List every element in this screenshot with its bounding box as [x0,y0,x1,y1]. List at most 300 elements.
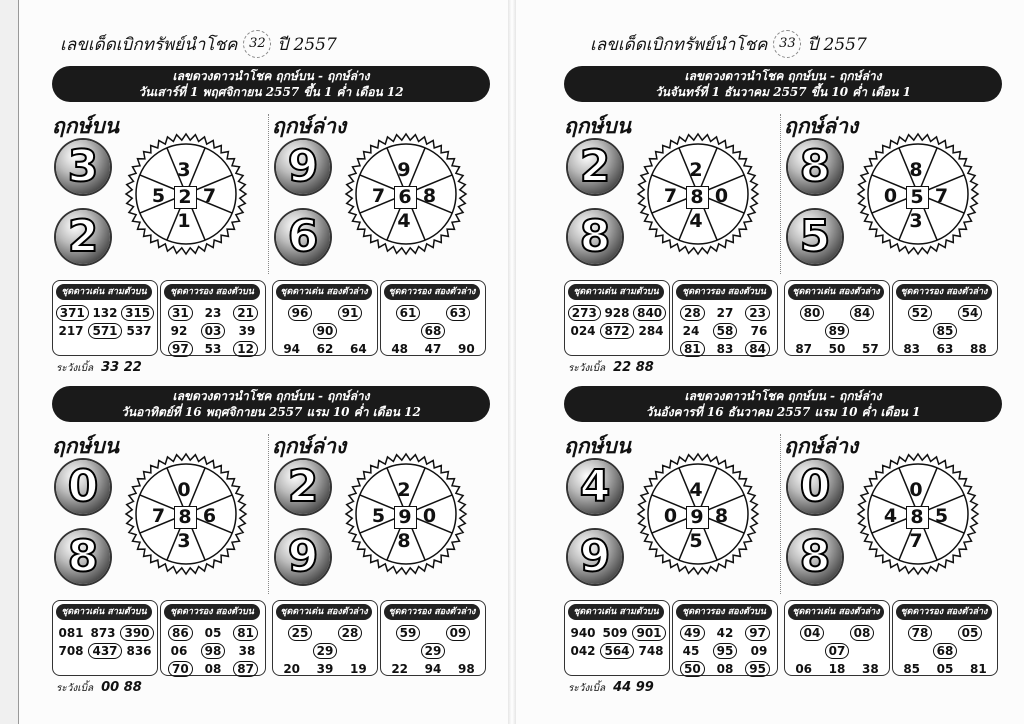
set-caption: ชุดดาวรอง สองตัวล่าง [896,284,992,300]
set-number: 45 [682,644,700,658]
year-label: ปี 2557 [807,34,867,55]
banner-title: เลขดวงดาวนำโชค ฤกษ์บน - ฤกษ์ล่าง [172,389,370,403]
lower-label: ฤกษ์ล่าง [272,113,347,138]
set-rows [383,625,483,679]
grid-cell-l: 7 [151,504,166,527]
set-row [675,305,775,321]
set-number: 50 [828,342,846,356]
lower-label: ฤกษ์ล่าง [784,433,859,458]
grid-cell-r: 7 [202,184,217,207]
set-number: 80 [800,305,825,321]
set-number: 284 [638,324,664,338]
grid-cell-c: 6 [394,186,417,209]
grid-cell-t: 9 [397,159,411,181]
grid-cell-l: 0 [883,184,898,207]
set-number: 571 [88,323,121,339]
warning-label: ระวังเบิ้ล [56,363,94,374]
set-number: 52 [908,305,933,321]
grid-cell-b: 4 [397,210,411,232]
number-ball: 2 [276,460,330,514]
number-set-box [52,280,158,356]
set-number: 081 [58,626,84,640]
set-row [163,661,263,677]
warning-label: ระวังเบิ้ล [568,683,606,694]
set-number: 872 [600,323,633,339]
section-banner [52,386,490,422]
page-number: 33 [773,30,801,58]
set-number: 564 [600,643,633,659]
grid-cell-t: 4 [689,479,703,501]
grid-cell-c: 9 [686,506,709,529]
set-number: 06 [170,644,188,658]
double-warning [56,680,142,696]
set-caption: ชุดดาวรอง สองตัวบน [676,604,772,620]
set-row [895,625,995,641]
set-number: 94 [424,662,442,676]
set-number: 20 [283,662,301,676]
upper-label: ฤกษ์บน [564,113,631,138]
set-row [895,305,995,321]
set-row [55,625,155,641]
set-row [55,643,155,659]
number-ball: 9 [276,140,330,194]
number-set-box [272,600,378,676]
number-ball: 2 [568,140,622,194]
warning-label: ระวังเบิ้ล [56,683,94,694]
set-caption: ชุดดาวเด่น สามตัวบน [56,604,152,620]
set-number: 836 [126,644,152,658]
center-divider [780,114,781,274]
set-number: 81 [969,662,987,676]
set-row [383,323,483,339]
set-number: 81 [233,625,258,641]
number-grid [660,160,732,232]
set-row [55,323,155,339]
set-number: 390 [120,625,153,641]
lower-group [784,110,999,276]
grid-cell-b: 3 [909,210,923,232]
page-edge [0,0,19,724]
grid-cell-r: 8 [714,504,729,527]
set-row [675,643,775,659]
warning-numbers: 33 22 [101,360,142,375]
number-grid [368,480,440,552]
set-row [787,341,887,357]
set-rows [55,305,155,341]
set-caption: ชุดดาวรอง สองตัวล่าง [384,604,480,620]
set-caption: ชุดดาวรอง สองตัวบน [676,284,772,300]
set-number: 25 [288,625,313,641]
set-number: 928 [604,306,630,320]
set-number: 92 [170,324,188,338]
set-row [163,305,263,321]
grid-cell-c: 5 [906,186,929,209]
set-rows [895,305,995,359]
number-grid [148,160,220,232]
set-number: 90 [313,323,338,339]
set-number: 96 [288,305,313,321]
set-number: 22 [391,662,409,676]
set-rows [675,625,775,679]
grid-cell-t: 0 [909,479,923,501]
grid-cell-l: 5 [371,504,386,527]
set-number: 840 [633,305,666,321]
lottery-section [0,386,512,708]
set-number: 85 [933,323,958,339]
set-number: 132 [92,306,118,320]
set-rows [567,625,667,661]
right-page [512,0,1024,724]
set-caption: ชุดดาวรอง สองตัวล่าง [384,284,480,300]
set-number: 62 [316,342,334,356]
set-number: 87 [795,342,813,356]
set-number: 28 [338,625,363,641]
set-number: 39 [238,324,256,338]
set-number: 81 [680,341,705,357]
set-number: 371 [56,305,89,321]
set-caption: ชุดดาวเด่น สองตัวล่าง [276,604,372,620]
set-number: 94 [283,342,301,356]
set-rows [675,305,775,359]
section-banner [564,66,1002,102]
lottery-section [0,66,512,388]
set-row [787,625,887,641]
banner-date: วันอังคารที่ 16 ธันวาคม 2557 แรม 10 ค่ำ เดือน 1 [645,405,921,419]
set-number: 09 [750,644,768,658]
banner-date: วันเสาร์ที่ 1 พฤศจิกายน 2557 ขึ้น 1 ค่ำ เดือน 12 [138,85,404,99]
set-caption: ชุดดาวเด่น สองตัวล่าง [788,284,884,300]
number-set-box [564,600,670,676]
set-row [275,625,375,641]
set-number: 42 [716,626,734,640]
lower-label: ฤกษ์ล่าง [784,113,859,138]
section-banner [564,386,1002,422]
number-ball: 8 [788,530,842,584]
lower-group [784,430,999,596]
grid-cell-r: 0 [422,504,437,527]
set-number: 47 [424,342,442,356]
upper-group [52,430,267,596]
number-set-box [892,600,998,676]
set-number: 509 [602,626,628,640]
set-caption: ชุดดาวรอง สองตัวบน [164,284,260,300]
set-number: 21 [233,305,258,321]
grid-cell-l: 7 [371,184,386,207]
set-number: 23 [745,305,770,321]
banner-date: วันอาทิตย์ที่ 16 พฤศจิกายน 2557 แรม 10 ค่ำ เดือน 12 [121,405,421,419]
set-number: 315 [121,305,154,321]
set-caption: ชุดดาวรอง สองตัวบน [164,604,260,620]
banner-title: เลขดวงดาวนำโชค ฤกษ์บน - ฤกษ์ล่าง [172,69,370,83]
lower-group [272,430,487,596]
grid-cell-c: 8 [174,506,197,529]
set-row [787,643,887,659]
set-row [675,341,775,357]
set-number: 38 [238,644,256,658]
set-number: 76 [750,324,768,338]
page-header [60,30,337,58]
set-row [895,341,995,357]
set-row [567,625,667,641]
set-number: 748 [638,644,664,658]
set-row [275,341,375,357]
set-number: 29 [313,643,338,659]
number-set-box [672,280,778,356]
set-row [567,323,667,339]
grid-cell-b: 5 [689,530,703,552]
set-row [163,625,263,641]
set-row [675,323,775,339]
set-number: 19 [349,662,367,676]
page-header [590,30,867,58]
section-banner [52,66,490,102]
set-number: 03 [201,323,226,339]
set-number: 09 [446,625,471,641]
number-ball: 9 [276,530,330,584]
number-ball: 3 [56,140,110,194]
set-rows [787,305,887,359]
set-number: 83 [903,342,921,356]
set-number: 89 [825,323,850,339]
set-number: 12 [233,341,258,357]
double-warning [568,680,654,696]
set-number: 23 [204,306,222,320]
set-caption: ชุดดาวรอง สองตัวล่าง [896,604,992,620]
set-number: 57 [861,342,879,356]
set-number: 95 [713,643,738,659]
set-number: 86 [168,625,193,641]
upper-label: ฤกษ์บน [52,433,119,458]
grid-cell-b: 1 [177,210,191,232]
set-number: 708 [58,644,84,658]
set-number: 64 [349,342,367,356]
double-warning [568,360,654,376]
set-number: 07 [825,643,850,659]
set-rows [163,625,263,679]
lower-group [272,110,487,276]
set-number: 08 [850,625,875,641]
set-number: 901 [632,625,665,641]
number-ball: 8 [56,530,110,584]
set-rows [275,305,375,359]
grid-cell-r: 6 [202,504,217,527]
set-rows [383,305,483,359]
number-ball: 8 [788,140,842,194]
number-grid [880,480,952,552]
set-row [383,661,483,677]
set-row [275,643,375,659]
number-ball: 4 [568,460,622,514]
number-grid [660,480,732,552]
set-number: 273 [568,305,601,321]
set-number: 49 [680,625,705,641]
set-number: 042 [570,644,596,658]
set-number: 29 [421,643,446,659]
upper-group [564,430,779,596]
grid-cell-l: 5 [151,184,166,207]
grid-cell-t: 8 [909,159,923,181]
set-row [163,341,263,357]
number-set-box [892,280,998,356]
set-row [275,305,375,321]
number-ball: 0 [788,460,842,514]
set-number: 98 [457,662,475,676]
number-set-box [380,600,486,676]
number-set-box [564,280,670,356]
number-set-box [672,600,778,676]
set-number: 24 [682,324,700,338]
grid-cell-b: 4 [689,210,703,232]
set-number: 98 [201,643,226,659]
set-number: 05 [958,625,983,641]
center-divider [780,434,781,594]
grid-cell-c: 2 [174,186,197,209]
grid-cell-b: 7 [909,530,923,552]
set-number: 024 [570,324,596,338]
lottery-section [512,386,1024,708]
grid-cell-r: 7 [934,184,949,207]
grid-cell-t: 2 [397,479,411,501]
set-row [675,661,775,677]
grid-cell-c: 8 [906,506,929,529]
number-ball: 8 [568,210,622,264]
banner-title: เลขดวงดาวนำโชค ฤกษ์บน - ฤกษ์ล่าง [684,69,882,83]
number-grid [368,160,440,232]
set-number: 08 [716,662,734,676]
set-rows [787,625,887,679]
number-ball: 2 [56,210,110,264]
set-number: 18 [828,662,846,676]
set-number: 437 [88,643,121,659]
book-title: เลขเด็ดเบิกทรัพย์นำโชค [590,34,768,55]
set-row [383,305,483,321]
set-number: 04 [800,625,825,641]
set-number: 27 [716,306,734,320]
grid-cell-c: 9 [394,506,417,529]
number-set-box [272,280,378,356]
grid-cell-b: 3 [177,530,191,552]
set-rows [895,625,995,679]
set-number: 68 [933,643,958,659]
set-rows [275,625,375,679]
set-number: 38 [861,662,879,676]
set-number: 63 [936,342,954,356]
set-number: 97 [168,341,193,357]
set-number: 39 [316,662,334,676]
center-divider [268,114,269,274]
set-number: 59 [396,625,421,641]
upper-label: ฤกษ์บน [564,433,631,458]
set-row [383,341,483,357]
number-set-box [784,280,890,356]
set-number: 63 [446,305,471,321]
set-row [55,305,155,321]
set-row [383,625,483,641]
grid-cell-r: 5 [934,504,949,527]
grid-cell-t: 0 [177,479,191,501]
set-number: 91 [338,305,363,321]
set-number: 873 [90,626,116,640]
number-ball: 0 [56,460,110,514]
double-warning [56,360,142,376]
set-row [675,625,775,641]
set-caption: ชุดดาวเด่น สามตัวบน [56,284,152,300]
set-row [787,323,887,339]
grid-cell-t: 2 [689,159,703,181]
lower-label: ฤกษ์ล่าง [272,433,347,458]
book-spine [508,0,516,724]
banner-date: วันจันทร์ที่ 1 ธันวาคม 2557 ขึ้น 10 ค่ำ เดือน 1 [654,85,912,99]
warning-numbers: 22 88 [613,360,654,375]
set-row [567,305,667,321]
set-row [895,323,995,339]
set-number: 78 [908,625,933,641]
set-number: 53 [204,342,222,356]
set-row [163,643,263,659]
set-caption: ชุดดาวเด่น สองตัวล่าง [788,604,884,620]
set-number: 28 [680,305,705,321]
number-ball: 9 [568,530,622,584]
set-row [275,323,375,339]
warning-numbers: 00 88 [101,680,142,695]
set-number: 90 [457,342,475,356]
center-divider [268,434,269,594]
grid-cell-c: 8 [686,186,709,209]
set-number: 217 [58,324,84,338]
set-number: 84 [745,341,770,357]
set-number: 05 [936,662,954,676]
grid-cell-l: 0 [663,504,678,527]
set-number: 50 [680,661,705,677]
set-row [567,643,667,659]
upper-group [52,110,267,276]
set-row [787,305,887,321]
set-number: 85 [903,662,921,676]
set-number: 31 [168,305,193,321]
book-title: เลขเด็ดเบิกทรัพย์นำโชค [60,34,238,55]
set-number: 68 [421,323,446,339]
set-caption: ชุดดาวเด่น สามตัวบน [568,284,664,300]
set-number: 88 [969,342,987,356]
set-number: 06 [795,662,813,676]
set-rows [163,305,263,359]
grid-cell-b: 8 [397,530,411,552]
upper-group [564,110,779,276]
number-set-box [52,600,158,676]
set-number: 08 [204,662,222,676]
set-number: 54 [958,305,983,321]
set-number: 48 [391,342,409,356]
number-ball: 5 [788,210,842,264]
grid-cell-r: 8 [422,184,437,207]
set-row [895,661,995,677]
set-row [895,643,995,659]
lottery-section [512,66,1024,388]
set-number: 83 [716,342,734,356]
number-set-box [160,600,266,676]
set-number: 84 [850,305,875,321]
number-grid [880,160,952,232]
upper-label: ฤกษ์บน [52,113,119,138]
grid-cell-l: 4 [883,504,898,527]
set-rows [55,625,155,661]
number-set-box [380,280,486,356]
banner-title: เลขดวงดาวนำโชค ฤกษ์บน - ฤกษ์ล่าง [684,389,882,403]
set-number: 58 [713,323,738,339]
warning-numbers: 44 99 [613,680,654,695]
set-caption: ชุดดาวเด่น สามตัวบน [568,604,664,620]
set-row [787,661,887,677]
